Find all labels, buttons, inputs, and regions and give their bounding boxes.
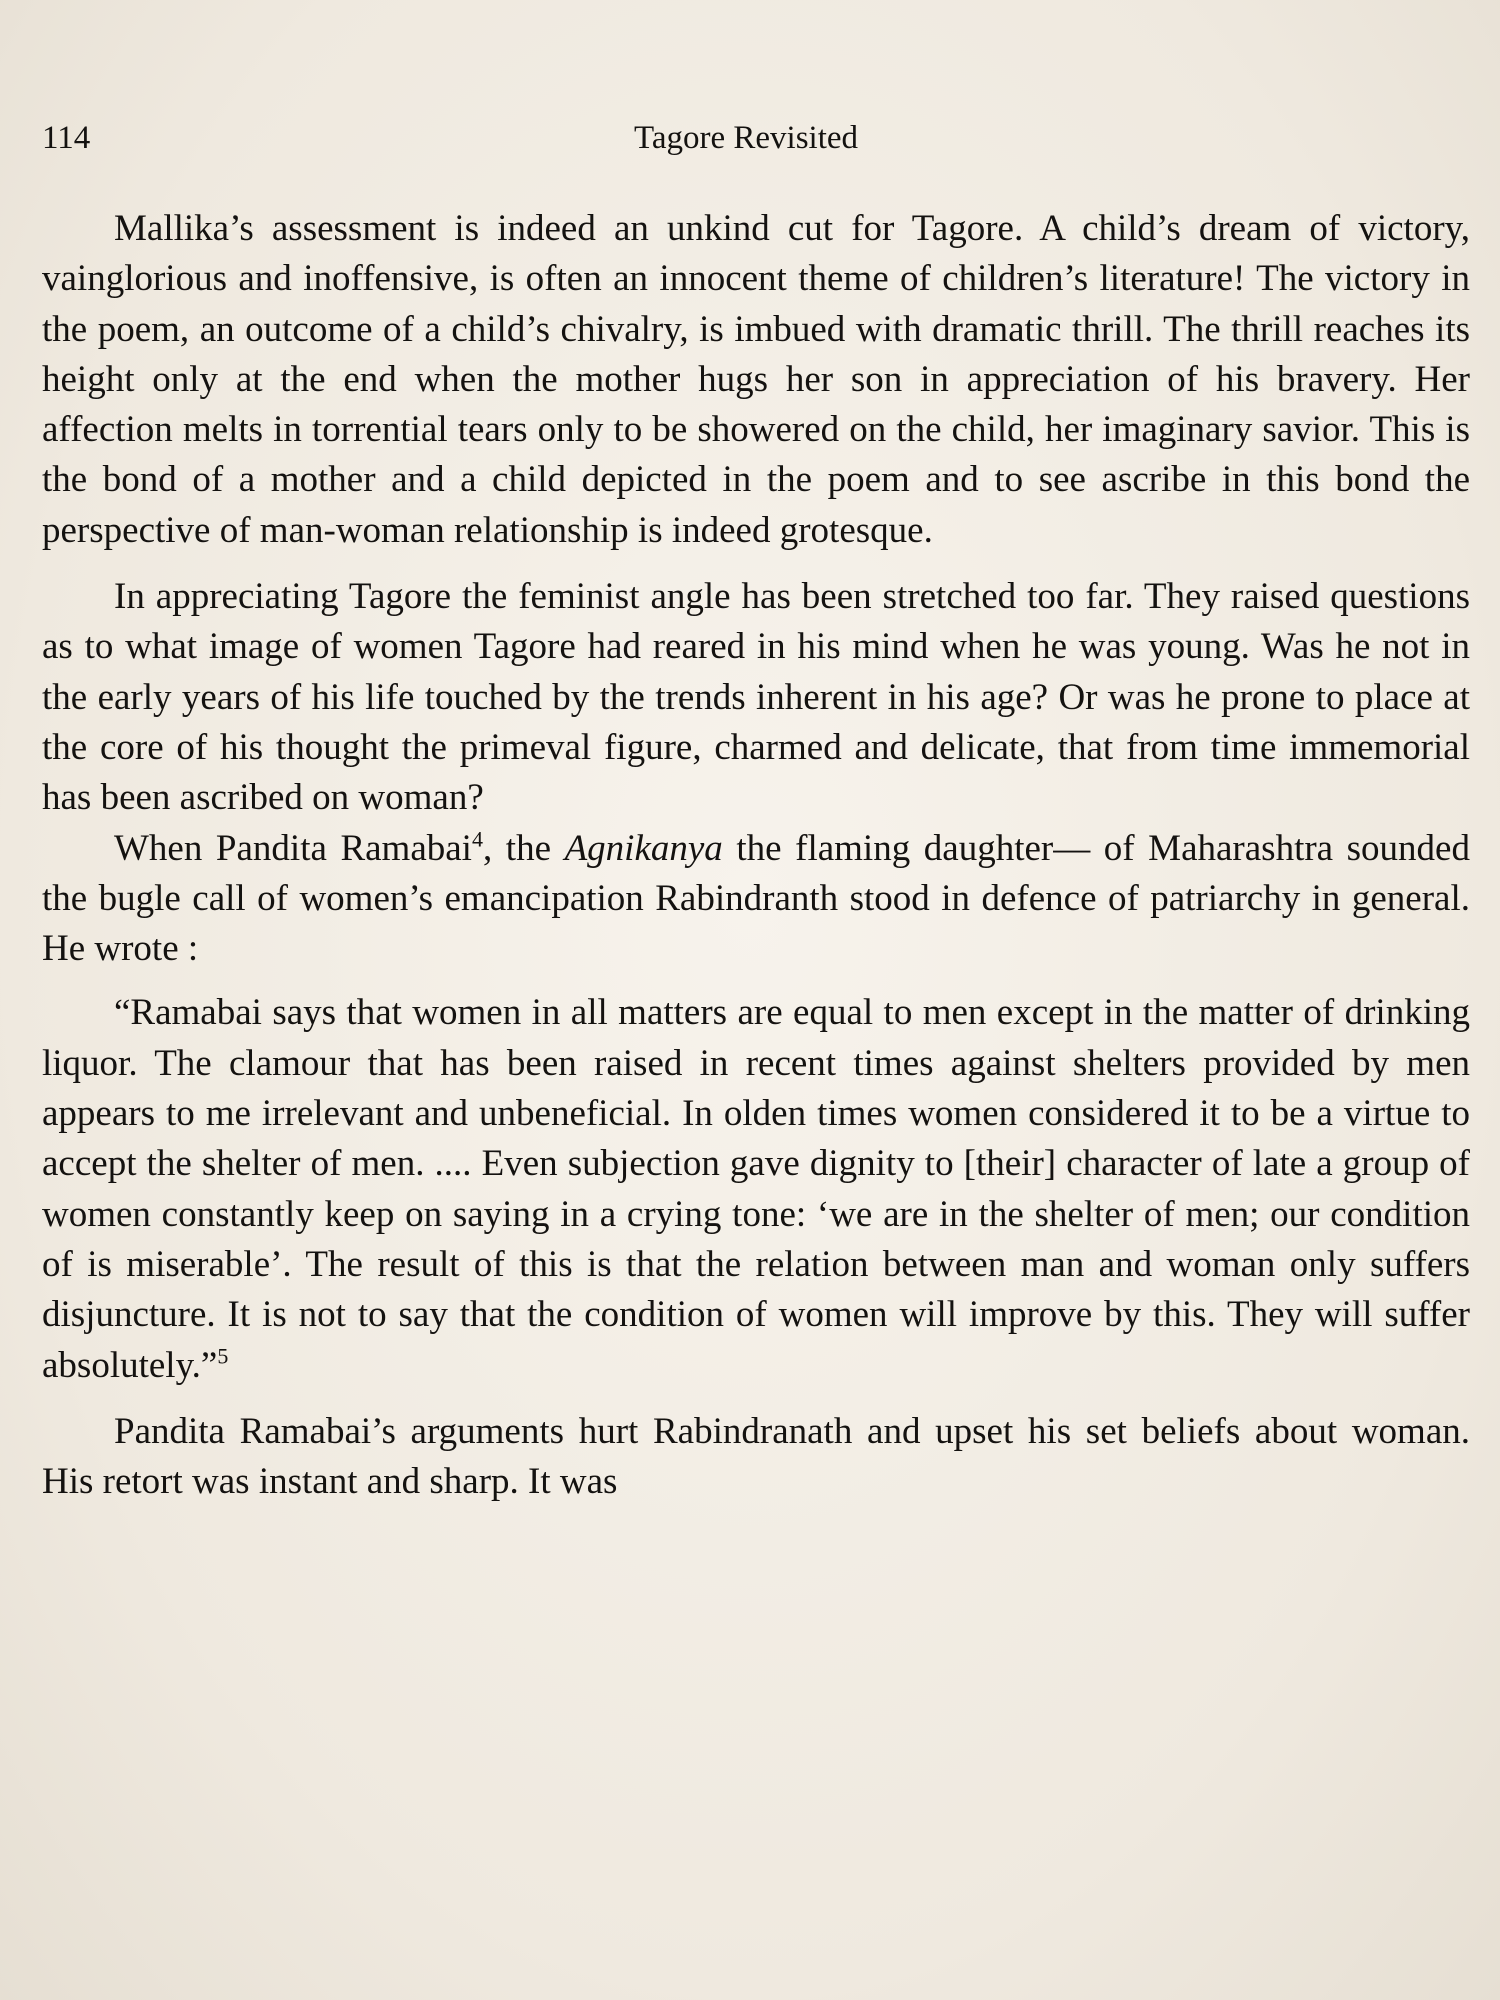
body-text — [42, 204, 1470, 1507]
paragraph-mallika-assessment: Mallika’s assessment is indeed an unkind cut for Tagore. A child’s dream of victory, vainglorious and inoffensive, is often an innocent theme of children’s literature! The victory in the poem, an outcome of a child’s chivalry, is imbued with dramatic thrill. The thrill reaches its height only at the end when the mother hugs her son in appreciation of his bravery. Her affection melts in torrential tears only to be showered on the child, her imaginary savior. This is the bond of a mother and a child depicted in the poem and to see ascribe in this bond the perspective of man-woman relationship is indeed grotesque. — [42, 208, 1470, 551]
footnote-marker-5: 5 — [217, 1343, 229, 1369]
ramabai-text-mid: , the — [482, 827, 565, 869]
running-title: Tagore Revisited — [634, 120, 859, 156]
paragraph-pandita-ramabai — [42, 824, 1470, 975]
ramabai-text-start: When Pandita Ramabai — [114, 827, 472, 869]
page-header — [42, 120, 1470, 164]
paragraph-ramabai-arguments: Pandita Ramabai’s arguments hurt Rabindranath and upset his set beliefs about woman. His retort was instant and sharp. It was — [42, 1410, 1470, 1503]
footnote-marker-4: 4 — [471, 826, 483, 852]
block-quote-tagore — [42, 988, 1470, 1390]
agnikanya-term: Agnikanya — [564, 827, 723, 869]
ramabai-text-end: the flaming daughter— of Maharashtra sounded the bugle call of women’s emancipation Rabindranth stood in defence of patriarchy in general. He wrote : — [42, 827, 1470, 970]
page-number: 114 — [42, 120, 91, 156]
paragraph-feminist-angle: In appreciating Tagore the feminist angle has been stretched too far. They raised questions as to what image of women Tagore had reared in his mind when he was young. Was he not in the early years of his life touched by the trends inherent in his age? Or was he prone to place at the core of his thought the primeval figure, charmed and delicate, that from time immemorial has been ascribed on woman? — [42, 576, 1470, 819]
quote-text: “Ramabai says that women in all matters are equal to men except in the matter of drinking liquor. The clamour that has been raised in recent times against shelters provided by men appears to me irrelevant and unbeneficial. In olden times women considered it to be a virtue to accept the shelter of men. .... Even subjection gave dignity to [their] character of late a group of women constantly keep on saying in a crying tone: ‘we are in the shelter of men; our condition of is miserable’. The result of this is that the relation between man and woman only suffers disjuncture. It is not to say that the condition of women will improve by this. They will suffer absolutely.” — [42, 992, 1470, 1386]
